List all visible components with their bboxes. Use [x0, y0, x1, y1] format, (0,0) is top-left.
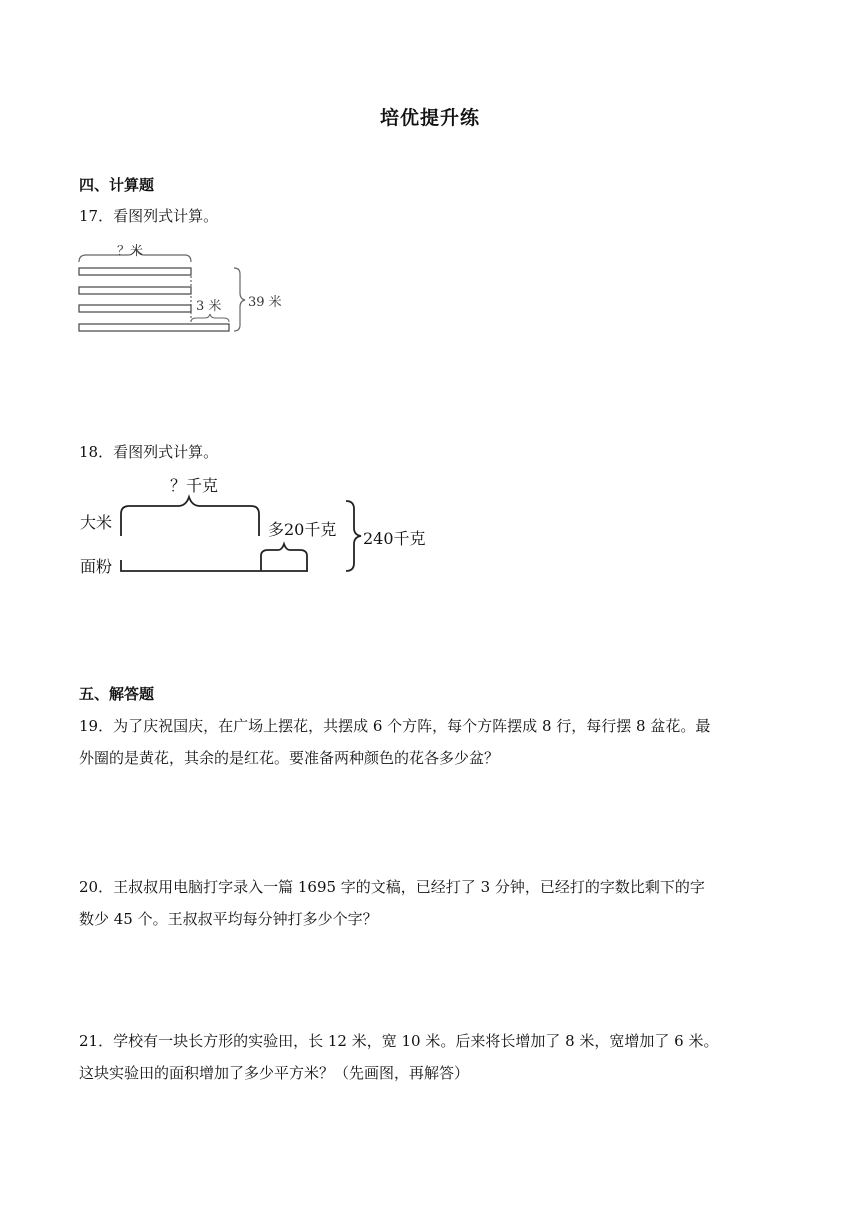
question-19-text	[79, 710, 789, 774]
section-heading-word-problems: 五、解答题	[79, 685, 155, 703]
question-20-text	[79, 871, 789, 935]
question-19-line-1: 19．为了庆祝国庆，在广场上摆花，共摆成 6 个方阵，每个方阵摆成 8 行，每行摆 8 盆花。最	[79, 717, 711, 735]
q18-rice-label: 大米	[80, 513, 113, 532]
question-20-line-2: 数少 45 个。王叔叔平均每分钟打多少个字？	[79, 910, 378, 928]
q18-right-brace	[346, 501, 361, 571]
q18-rice-bar	[121, 497, 259, 536]
q17-top-label: ？米	[117, 244, 144, 259]
q18-top-label: ？千克	[170, 476, 219, 495]
question-21-line-1: 21．学校有一块长方形的实验田，长 12 米，宽 10 米。后来将长增加了 8 米，宽增加了 6 米。	[79, 1032, 719, 1050]
question-18-text: 18．看图列式计算。	[79, 443, 219, 461]
q17-segment-label: 3 米	[196, 299, 222, 314]
section-heading-calculation: 四、计算题	[79, 176, 155, 194]
question-19-line-2: 外圈的是黄花，其余的是红花。要准备两种颜色的花各多少盆？	[79, 749, 500, 767]
q17-total-label: 39 米	[248, 295, 282, 310]
page-title: 培优提升练	[379, 107, 480, 129]
q18-total-label: 240千克	[363, 529, 426, 548]
question-20-line-1: 20．王叔叔用电脑打字录入一篇 1695 字的文稿，已经打了 3 分钟，已经打的字数比剩下的字	[79, 878, 705, 896]
q18-more-brace	[261, 544, 307, 571]
question-21-text	[79, 1025, 789, 1089]
q18-flour-label: 面粉	[80, 557, 113, 576]
q18-more-label: 多20千克	[268, 520, 337, 539]
q18-flour-bar	[121, 560, 308, 571]
question-21-line-2: 这块实验田的面积增加了多少平方米？（先画图，再解答）	[79, 1064, 470, 1082]
question-17-text: 17．看图列式计算。	[79, 207, 219, 225]
